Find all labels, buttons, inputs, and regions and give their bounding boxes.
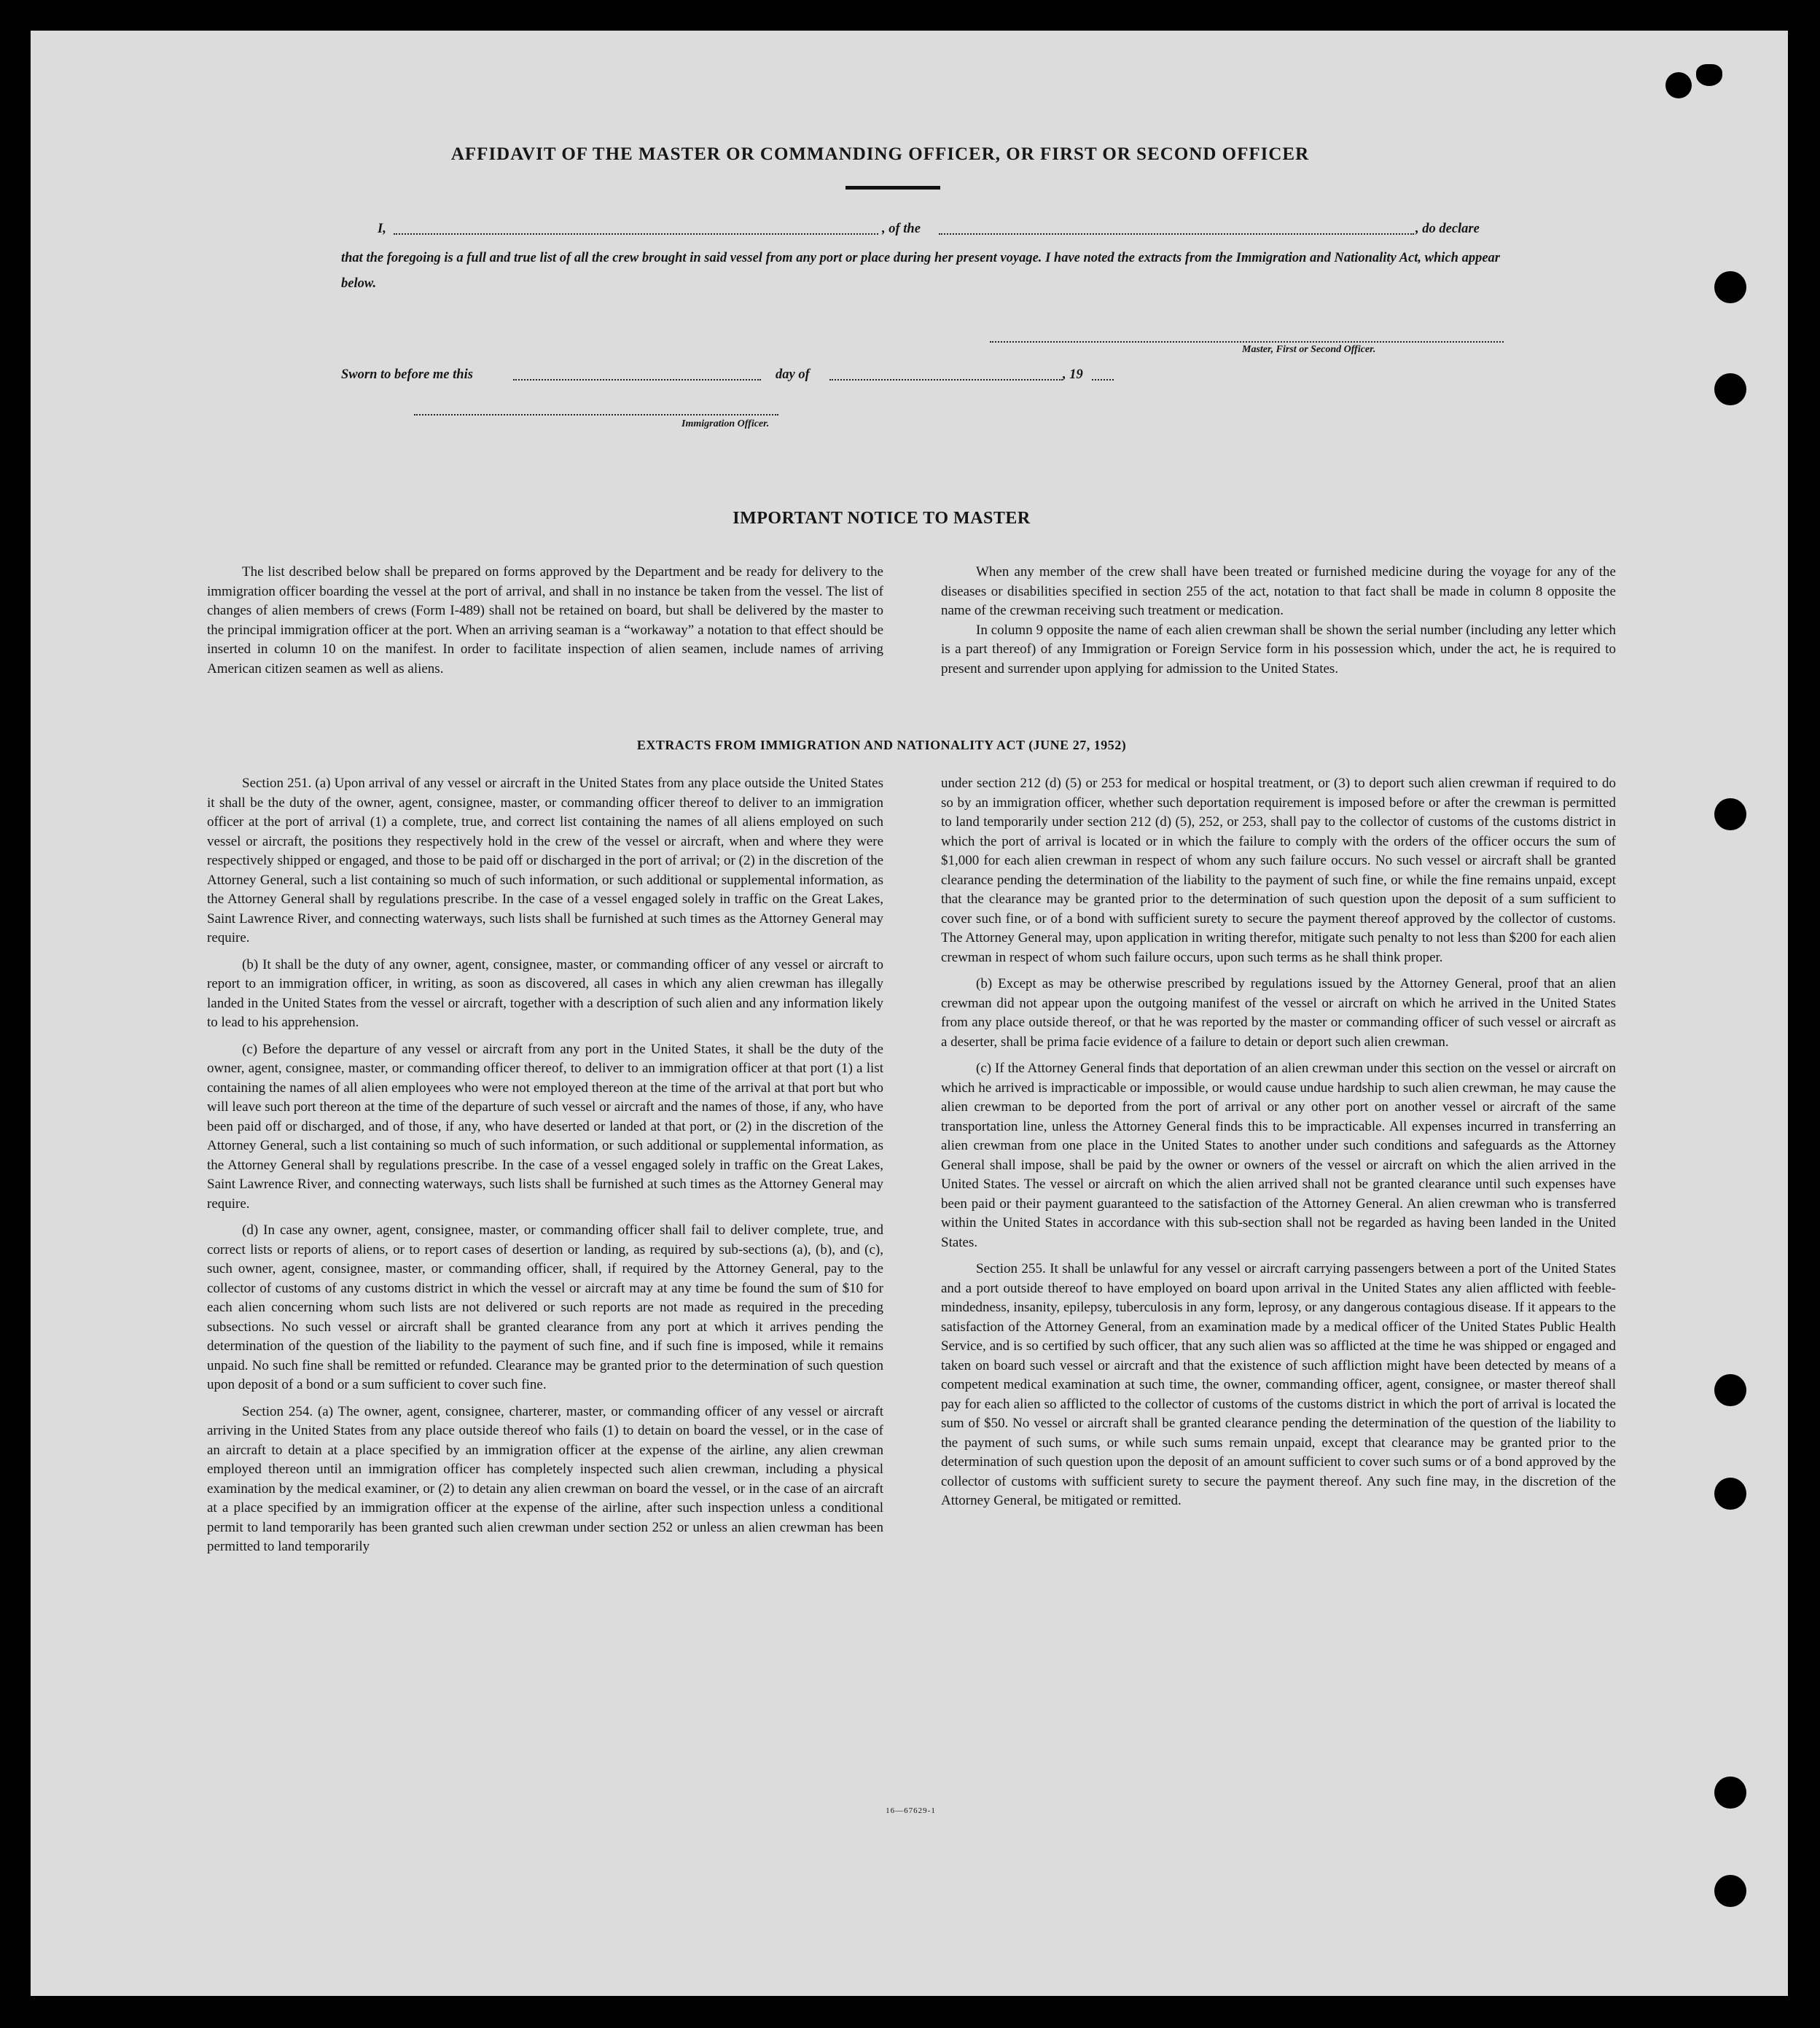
- form-number: 16—67629-1: [886, 1806, 936, 1815]
- title-underline: [845, 186, 940, 190]
- affidavit-statement: that the foregoing is a full and true list of all the crew brought in said vessel from any port or place during her present voyage. I have noted the extracts from the Immigration and Nationality Act, which appear below.: [341, 251, 1500, 291]
- declarant-i-label: I,: [378, 222, 386, 236]
- notice-right-paragraph: In column 9 opposite the name of each alien crewman shall be shown the serial number (including any letter which is a part thereof) of any Immigration or Foreign Service form in his possession which, under the act, he is required to present and surrender upon applying for admission to the United States.: [941, 622, 1616, 676]
- sworn-label: Sworn to before me this: [341, 367, 473, 382]
- notice-right-paragraph: When any member of the crew shall have been treated or furnished medicine during the voyage for any of the diseases or disabilities specified in section 255 of the act, notation to that fact shall be made in column 8 opposite the name of the crewman receiving such treatment or medication.: [941, 564, 1616, 618]
- binder-hole: [1714, 1374, 1746, 1406]
- binder-hole: [1714, 1777, 1746, 1809]
- binder-notch: [1696, 64, 1722, 86]
- extracts-right-column: [941, 774, 1616, 1518]
- year-label: , 19: [1063, 367, 1083, 382]
- of-the-label: , of the: [882, 222, 921, 236]
- notice-title: IMPORTANT NOTICE TO MASTER: [733, 509, 1031, 528]
- section-254-c: (c) If the Attorney General finds that deportation of an alien crewman under this section on the vessel or aircraft on which he arrived is impracticable or impossible, or would cause undue hardship to such alien crewman, he may cause the alien crewman to be deported from the port of arrival or any other port on another vessel or aircraft of the same transportation line, unless the Attorney General finds this to be impracticable. All expenses incurred in transferring an alien crewman from one place in the United States to another under such conditions and safeguards as the Attorney General shall impose, shall be paid by the owner or owners of the vessel or aircraft on which the alien arrived in the United States. The vessel or aircraft on which the alien arrived shall not be granted clearance until such expenses have been paid or their payment guaranteed to the satisfaction of the Attorney General. An alien crewman who is transferred within the United States in accordance with this sub-section shall not be regarded as having been landed in the United States.: [941, 1061, 1616, 1250]
- vessel-name-line[interactable]: [939, 233, 1414, 235]
- declare-label: , do declare: [1415, 222, 1480, 236]
- day-of-label: day of: [776, 367, 810, 382]
- officer-signature-line[interactable]: [414, 414, 778, 416]
- sworn-month-line[interactable]: [829, 379, 1063, 381]
- section-251-c: (c) Before the departure of any vessel or aircraft from any port in the United States, it shall be the duty of the owner, agent, consignee, master, or commanding officer thereof, to deliver to an immigration officer at that port (1) a list containing the names of all alien employees who were not employed thereon at the time of the arrival at that port but who will leave such port thereon at the time of the departure of such vessel or aircraft and the names of those, if any, who have been paid off or discharged, and of those, if any, who have deserted or landed at that port, or (2) in the discretion of the Attorney General, such a list containing so much of such information, or such additional or supplemental information, as the Attorney General shall by regulations prescribe. In the case of a vessel engaged solely in traffic on the Great Lakes, Saint Lawrence River, and connecting waterways, such lists shall be furnished at such times as the Attorney General may require.: [207, 1041, 883, 1212]
- notice-right-column: [941, 563, 1616, 686]
- section-251-a: Section 251. (a) Upon arrival of any vessel or aircraft in the United States from any place outside the United States it shall be the duty of the owner, agent, consignee, master, or commanding officer thereof to deliver to an immigration officer at the port of arrival (1) a complete, true, and correct list containing the names of all aliens employed on such vessel or aircraft, the positions they respectively hold in the crew of the vessel or aircraft, when and where they were respectively shipped or engaged, and those to be paid off or discharged in the port of arrival; or (2) in the discretion of the Attorney General, such a list containing so much of such information, or such additional or supplemental information, as the Attorney General shall by regulations prescribe. In the case of a vessel engaged solely in traffic on the Great Lakes, Saint Lawrence River, and connecting waterways, such lists shall be furnished at such times as the Attorney General may require.: [207, 776, 883, 945]
- master-signature-line[interactable]: [990, 341, 1504, 343]
- binder-hole: [1714, 1875, 1746, 1907]
- section-251-b: (b) It shall be the duty of any owner, agent, consignee, master, or commanding officer of any vessel or aircraft to report to an immigration officer, in writing, as soon as discovered, all cases in which any alien crewman has illegally landed in the United States from the vessel or aircraft, together with a description of such alien and any information likely to lead to his apprehension.: [207, 956, 883, 1030]
- officer-signature-caption: Immigration Officer.: [681, 418, 770, 429]
- extracts-left-column: [207, 774, 883, 1564]
- sworn-day-line[interactable]: [513, 379, 761, 381]
- section-254-a-continued: under section 212 (d) (5) or 253 for medical or hospital treatment, or (3) to deport such alien crewman if required to do so by an immigration officer, whether such deportation requirement is imposed before or after the crewman is permitted to land temporarily under section 212 (d) (5), 252, or 253, shall pay to the collector of customs of the customs district in which the port of arrival is located or in which the failure to comply with the orders of the officer occurs the sum of $1,000 for each alien crewman in respect of whom any such failure occurs. No such vessel or aircraft shall be granted clearance pending the determination of the liability to the payment of such fine, or while the fine remains unpaid, except that the clearance may be granted prior to the determination of such question upon the deposit of a sum sufficient to cover such fine, or of a bond with sufficient surety to secure the payment thereof approved by the collector of customs. The Attorney General may, upon application in writing therefor, mitigate such penalty to not less than $200 for each alien crewman in respect of whom such failure occurs, upon such terms as he shall think proper.: [941, 776, 1616, 965]
- form-page: [29, 29, 1789, 1997]
- section-255: Section 255. It shall be unlawful for any vessel or aircraft carrying passengers between a port of the United States and a port outside thereof to have employed on board upon arrival in the United States any alien afflicted with feeble-mindedness, insanity, epilepsy, tuberculosis in any form, leprosy, or any dangerous contagious disease. If it appears to the satisfaction of the Attorney General, from an examination made by a medical officer of the United States Public Health Service, and is so certified by such officer, that any such alien was so afflicted at the time he was shipped or engaged and taken on board such vessel or aircraft and that the existence of such affliction might have been detected by means of a competent medical examination at such time, the owner, commanding officer, agent, consignee, or master thereof shall pay for each alien so afflicted to the collector of customs of the customs district in which the port of arrival is located the sum of $50. No vessel or aircraft shall be granted clearance pending the determination of the question of the liability to the payment of such sums, or while such sums remain unpaid, except that clearance may be granted prior to the determination of such question upon the deposit of an amount sufficient to cover such sums or of a bond approved by the collector of customs with sufficient surety to secure the payment thereof. Any such fine may, in the discretion of the Attorney General, be mitigated or remitted.: [941, 1261, 1616, 1508]
- master-signature-caption: Master, First or Second Officer.: [1242, 344, 1376, 355]
- section-251-d: (d) In case any owner, agent, consignee, master, or commanding officer shall fail to deliver complete, true, and correct lists or reports of aliens, or to report cases of desertion or landing, as required by sub-sections (a), (b), and (c), such owner, agent, consignee, master, or commanding officer, shall, if required by the Attorney General, pay to the collector of customs of any customs district in which the vessel or aircraft may at any time be found the sum of $10 for each alien concerning whom such lists are not delivered or such reports are not made as required in the preceding subsections. No such vessel or aircraft shall be granted clearance from any port at which it arrives pending the determination of the question of the liability to the payment of such fine, and if such fine is imposed, while it remains unpaid. No such fine shall be remitted or refunded. Clearance may be granted prior to the determination of such question upon deposit of a bond or a sum sufficient to cover such fine.: [207, 1222, 883, 1392]
- binder-hole: [1714, 798, 1746, 830]
- extracts-title: EXTRACTS FROM IMMIGRATION AND NATIONALITY ACT (JUNE 27, 1952): [636, 738, 1127, 752]
- notice-left-column: [207, 563, 883, 686]
- affidavit-title: AFFIDAVIT OF THE MASTER OR COMMANDING OFFICER, OR FIRST OR SECOND OFFICER: [450, 144, 1310, 164]
- sworn-year-line[interactable]: [1092, 379, 1114, 381]
- declarant-name-line[interactable]: [394, 233, 878, 235]
- binder-hole: [1714, 1478, 1746, 1510]
- binder-hole: [1714, 373, 1746, 405]
- notice-left-paragraph: The list described below shall be prepared on forms approved by the Department and be ready for delivery to the immigration officer boarding the vessel at the port of arrival, and shall in no instance be taken from the vessel. The list of changes of alien members of crews (Form I-489) shall not be retained on board, but shall be delivered by the master to the principal immigration officer at the port. When an arriving seaman is a “workaway” a notation to that effect should be inserted in column 10 on the manifest. In order to facilitate inspection of alien seamen, include names of arriving American citizen seamen as well as aliens.: [207, 564, 883, 676]
- section-254-b: (b) Except as may be otherwise prescribed by regulations issued by the Attorney General, proof that an alien crewman did not appear upon the outgoing manifest of the vessel or aircraft on which he arrived in the United States from any place outside thereof, or that he was reported by the master or commanding officer of such vessel or aircraft as a deserter, shall be prima facie evidence of a failure to detain or deport such alien crewman.: [941, 976, 1616, 1050]
- binder-hole: [1714, 271, 1746, 303]
- binder-hole: [1665, 72, 1692, 98]
- section-254-a: Section 254. (a) The owner, agent, consignee, charterer, master, or commanding officer of any vessel or aircraft arriving in the United States from any place outside thereof who fails (1) to detain on board the vessel, or in the case of an aircraft to detain at a place specified by an immigration officer at the expense of the airline, any alien crewman employed thereon until an immigration officer has completely inspected such alien crewman, including a physical examination by the medical examiner, or (2) to detain any alien crewman on board the vessel, or in the case of an aircraft at a place specified by an immigration officer at the expense of the airline, after such inspection unless a conditional permit to land temporarily has been granted such alien crewman under section 252 or unless an alien crewman has been permitted to land temporarily: [207, 1403, 883, 1554]
